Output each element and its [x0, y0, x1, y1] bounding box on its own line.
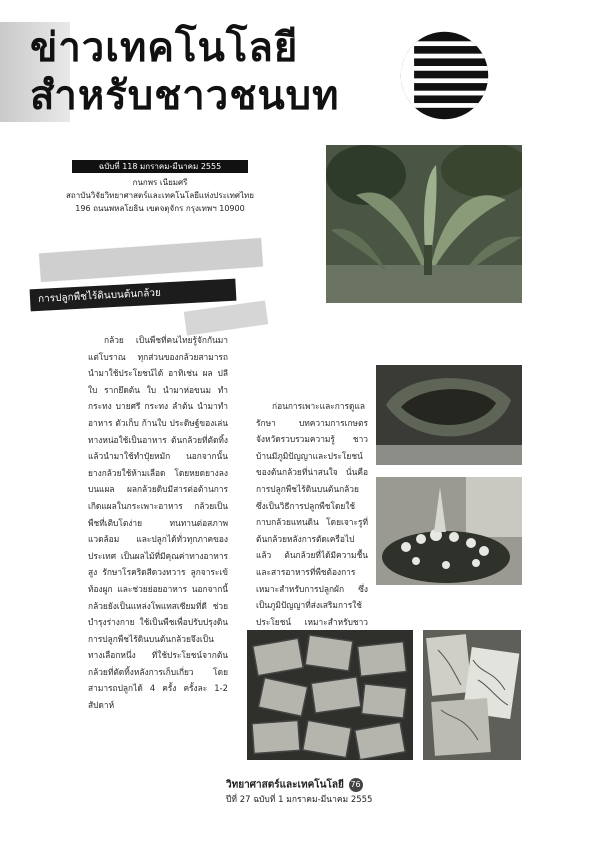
section-heading: การปลูกพืชไร้ดินบนต้นกล้วย [30, 279, 237, 312]
banana-leaf-wrapped-snacks-photo [247, 630, 413, 760]
author-address: 196 ถนนพหลโยธิน เขตจตุจักร กรุงเทพฯ 10900 [75, 204, 245, 213]
issue-label: ฉบับที่ 118 มกราคม-มีนาคม 2555 [72, 160, 248, 173]
footer-volume: ปีที่ 27 ฉบับที่ 1 มกราคม-มีนาคม 2555 [226, 794, 373, 805]
page-number: 76 [349, 778, 363, 792]
article-column-2: ก่อนการเพาะและการดูแลรักษา บทความการเกษตรจังหวัดรวบรวมความรู้ ชาวบ้านมีภูมิปัญญาและประโยชน์ของต้นกล้วยที่น่าสนใจ นั่นคือ การปลูกพืชไร้ดินบนต้นกล้วย ซึ่งเป็นวิธีการปลูกพืชโดยใช้กาบกล้วยแทนดิน โดยเจาะรูที่ต้นกล้วยหลังการตัดเครือไปแล้ว ต้นกล้วยที่ได้มีความชื้นและสารอาหารที่พืชต้องการ เหมาะสำหรับการปลูกผัก ซึ่งเป็นภูมิปัญญาที่ส่งเสริมการใช้ประโยชน์ เหมาะสำหรับชาว [256, 401, 368, 627]
banana-fiber-art-photo [423, 630, 521, 760]
masthead-title-line1: ข่าวเทคโนโลยี [30, 25, 299, 71]
article-column-1: กล้วย เป็นพืชที่คนไทยรู้จักกันมาแต่โบราณ ทุกส่วนของกล้วยสามารถนำมาใช้ประโยชน์ได้ อาทิเช่น ผล ปลี ใบ รากยึดต้น ใบ นำมาห่อขนม ทำกระทง บายศรี กระทง ลำต้น นำมาทำอาหาร ตัวเก็บ ก้านใบ ประดิษฐ์ของเล่น ทางหน่อใช้เป็นอาหาร ต้นกล้วยที่ตัดทิ้งแล้วนำมาใช้ทำปุ๋ยหมัก นอกจากนั้น ยางกล้วยใช้ห้ามเลือด โดยหยดยางลงบนแผล ผลกล้วยดิบมีสารต่อต้านการเกิดแผลในกระเพาะอาหาร กล้วยเป็นพืชที่เติบโตง่าย ทนทานต่อสภาพแวดล้อม และปลูกได้ทั่วทุกภาคของประเทศ เป็นผลไม้ที่มีคุณค่าทางอาหารสูง รักษาโรคริดสีดวงทวาร ลูกจาระเข้ ท้องผูก และช่วยย่อยอาหาร นอกจากนี้กล้วยยังเป็นแหล่งโพแทสเซียมที่ดี ช่วยบำรุงร่างกาย ใช้เป็นพืชเพื่อปรับปรุงดิน การปลูกพืชไร้ดินบนต้นกล้วยจึงเป็นทางเลือกหนึ่ง ที่ใช้ประโยชน์จากต้นกล้วยที่ตัดทิ้งหลังการเก็บเกี่ยว โดยสามารถปลูกได้ 4 ครั้ง ครั้งละ 1-2 สัปดาห์ [88, 335, 228, 711]
footer-magazine-name: วิทยาศาสตร์และเทคโนโลยี [226, 779, 344, 791]
banana-leaf-bowl-photo [376, 365, 522, 465]
page-footer [226, 778, 426, 807]
author-organization: สถาบันวิจัยวิทยาศาสตร์และเทคโนโลยีแห่งประเทศไทย [66, 191, 254, 200]
banana-plants-photo [326, 145, 522, 303]
globe-logo-icon [397, 28, 492, 123]
decorative-tape-small [184, 300, 269, 335]
masthead-title-line2: สำหรับชาวชนบท [30, 73, 340, 119]
masthead-title [30, 24, 339, 120]
author-name: กนกพร เนียมศรี [132, 178, 188, 187]
decorative-tape [39, 238, 262, 281]
banana-leaf-krathong-photo [376, 477, 522, 585]
author-block [48, 176, 272, 215]
